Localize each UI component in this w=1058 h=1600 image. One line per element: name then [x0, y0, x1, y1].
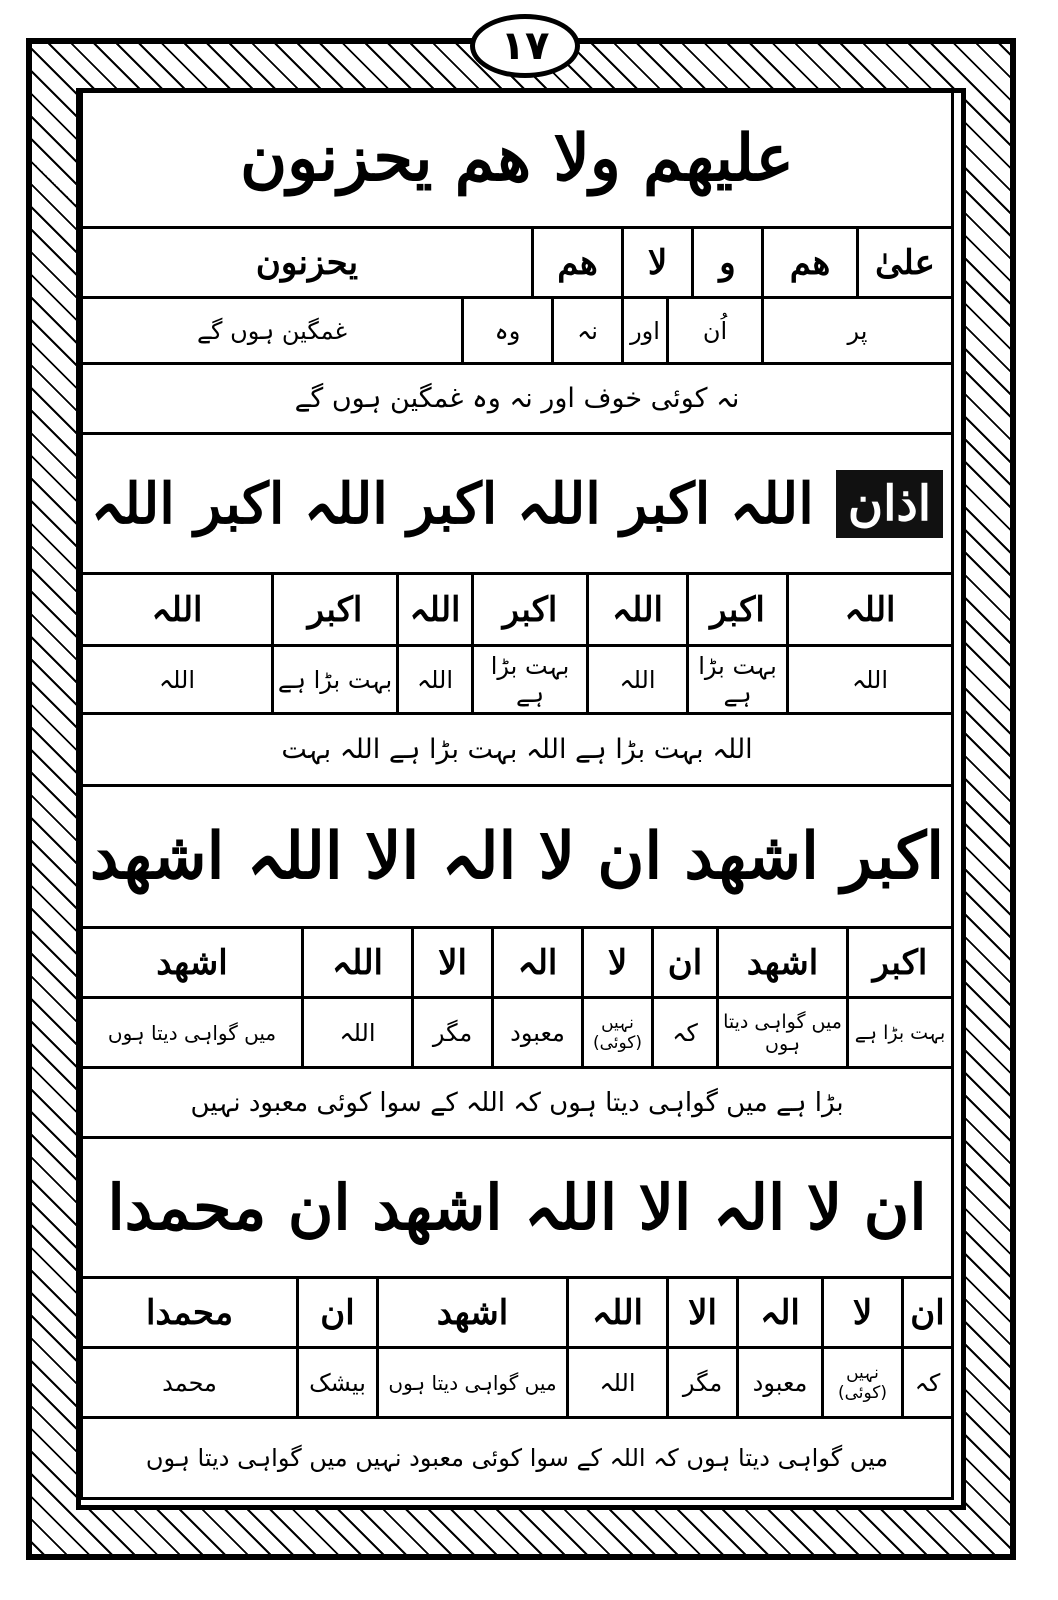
heading-s2-text: اللہ اکبر اللہ اکبر اللہ اکبر اللہ	[90, 470, 814, 537]
arabic-word: ھم	[761, 229, 856, 296]
arabic-word: و	[691, 229, 761, 296]
urdu-word: معبود	[736, 1349, 821, 1416]
urdu-word: پر	[761, 299, 951, 362]
heading-s3	[83, 787, 951, 929]
urdu-word: وہ	[461, 299, 551, 362]
arabic-row-s4	[83, 1279, 951, 1349]
arabic-word: ان	[901, 1279, 951, 1346]
translation-s4-text: میں گواہی دیتا ہوں کہ اللہ کے سوا کوئی معبود نہیں میں گواہی دیتا ہوں	[145, 1444, 889, 1472]
arabic-word: علیٰ	[856, 229, 951, 296]
arabic-word: لا	[821, 1279, 901, 1346]
arabic-row-s2	[83, 575, 951, 647]
arabic-word: اللہ	[786, 575, 951, 644]
urdu-word: محمد	[162, 1368, 217, 1397]
translation-s4	[83, 1419, 951, 1497]
arabic-word: الا	[411, 929, 491, 996]
arabic-row-s1	[83, 229, 951, 299]
arabic-word: ان	[651, 929, 716, 996]
arabic-word: اکبر	[846, 929, 951, 996]
urdu-word: بہت بڑا ہے	[846, 999, 951, 1066]
heading-s2	[83, 435, 951, 575]
urdu-word: اللہ	[301, 999, 411, 1066]
urdu-word: اللہ	[396, 647, 471, 712]
urdu-word: کہ	[651, 999, 716, 1066]
arabic-word: اللہ	[396, 575, 471, 644]
arabic-word: الہ	[736, 1279, 821, 1346]
urdu-word: اُن	[666, 299, 761, 362]
translation-s2-text: اللہ بہت بڑا ہے اللہ بہت بڑا ہے اللہ بہت	[281, 734, 753, 765]
urdu-word: بیشک	[296, 1349, 376, 1416]
urdu-word: بہت بڑا ہے	[271, 647, 396, 712]
urdu-word: نہیں (کوئی)	[821, 1349, 901, 1416]
page-content	[80, 88, 954, 1500]
arabic-word: ھم	[531, 229, 621, 296]
page-number: ١٧	[470, 14, 580, 78]
arabic-word: ان	[296, 1279, 376, 1346]
heading-s3-text: اکبر اشھد ان لا الہ الا اللہ اشھد	[89, 819, 945, 894]
urdu-row-s2	[83, 647, 951, 715]
urdu-word: اللہ	[586, 647, 686, 712]
arabic-word: الا	[666, 1279, 736, 1346]
urdu-word: نہیں (کوئی)	[581, 999, 651, 1066]
urdu-word: مگر	[666, 1349, 736, 1416]
urdu-word: میں گواہی دیتا ہوں	[107, 1020, 277, 1045]
arabic-word: اللہ	[151, 590, 203, 630]
urdu-row-s1	[83, 299, 951, 365]
translation-s1	[83, 365, 951, 435]
arabic-word: اکبر	[271, 575, 396, 644]
urdu-word: نہ	[551, 299, 621, 362]
arabic-word: محمدا	[145, 1292, 234, 1333]
urdu-row-s4	[83, 1349, 951, 1419]
arabic-word: اللہ	[586, 575, 686, 644]
heading-s1-text: علیھم ولا ھم یحزنون	[240, 121, 794, 196]
translation-s1-text: نہ کوئی خوف اور نہ وہ غمگین ہوں گے	[294, 383, 740, 414]
arabic-word: اللہ	[301, 929, 411, 996]
urdu-word: کہ	[901, 1349, 951, 1416]
arabic-row-s3	[83, 929, 951, 999]
arabic-word: اکبر	[686, 575, 786, 644]
urdu-word: اللہ	[566, 1349, 666, 1416]
arabic-word: لا	[621, 229, 691, 296]
arabic-word: اشھد	[156, 942, 228, 983]
urdu-word: اللہ	[786, 647, 951, 712]
heading-s1	[83, 91, 951, 229]
arabic-word: اشھد	[716, 929, 846, 996]
arabic-word: اشھد	[376, 1279, 566, 1346]
urdu-row-s3	[83, 999, 951, 1069]
translation-s3	[83, 1069, 951, 1139]
urdu-word: میں گواہی دیتا ہوں	[716, 999, 846, 1066]
translation-s3-text: بڑا ہے میں گواہی دیتا ہوں کہ اللہ کے سوا کوئی معبود نہیں	[190, 1087, 844, 1118]
urdu-word: بہت بڑا ہے	[686, 647, 786, 712]
urdu-word: اللہ	[159, 665, 195, 694]
urdu-word: معبود	[491, 999, 581, 1066]
urdu-word: میں گواہی دیتا ہوں	[376, 1349, 566, 1416]
translation-s2	[83, 715, 951, 787]
urdu-word: غمگین ہوں گے	[196, 316, 348, 345]
heading-s4	[83, 1139, 951, 1279]
arabic-word: یحزنون	[255, 242, 359, 283]
arabic-word: لا	[581, 929, 651, 996]
arabic-word: اکبر	[471, 575, 586, 644]
urdu-word: اور	[621, 299, 666, 362]
azaan-label: اذان	[836, 470, 943, 538]
urdu-word: مگر	[411, 999, 491, 1066]
arabic-word: اللہ	[566, 1279, 666, 1346]
heading-s4-text: ان لا الہ الا اللہ اشھد ان محمدا	[107, 1171, 927, 1244]
urdu-word: بہت بڑا ہے	[471, 647, 586, 712]
arabic-word: الہ	[491, 929, 581, 996]
